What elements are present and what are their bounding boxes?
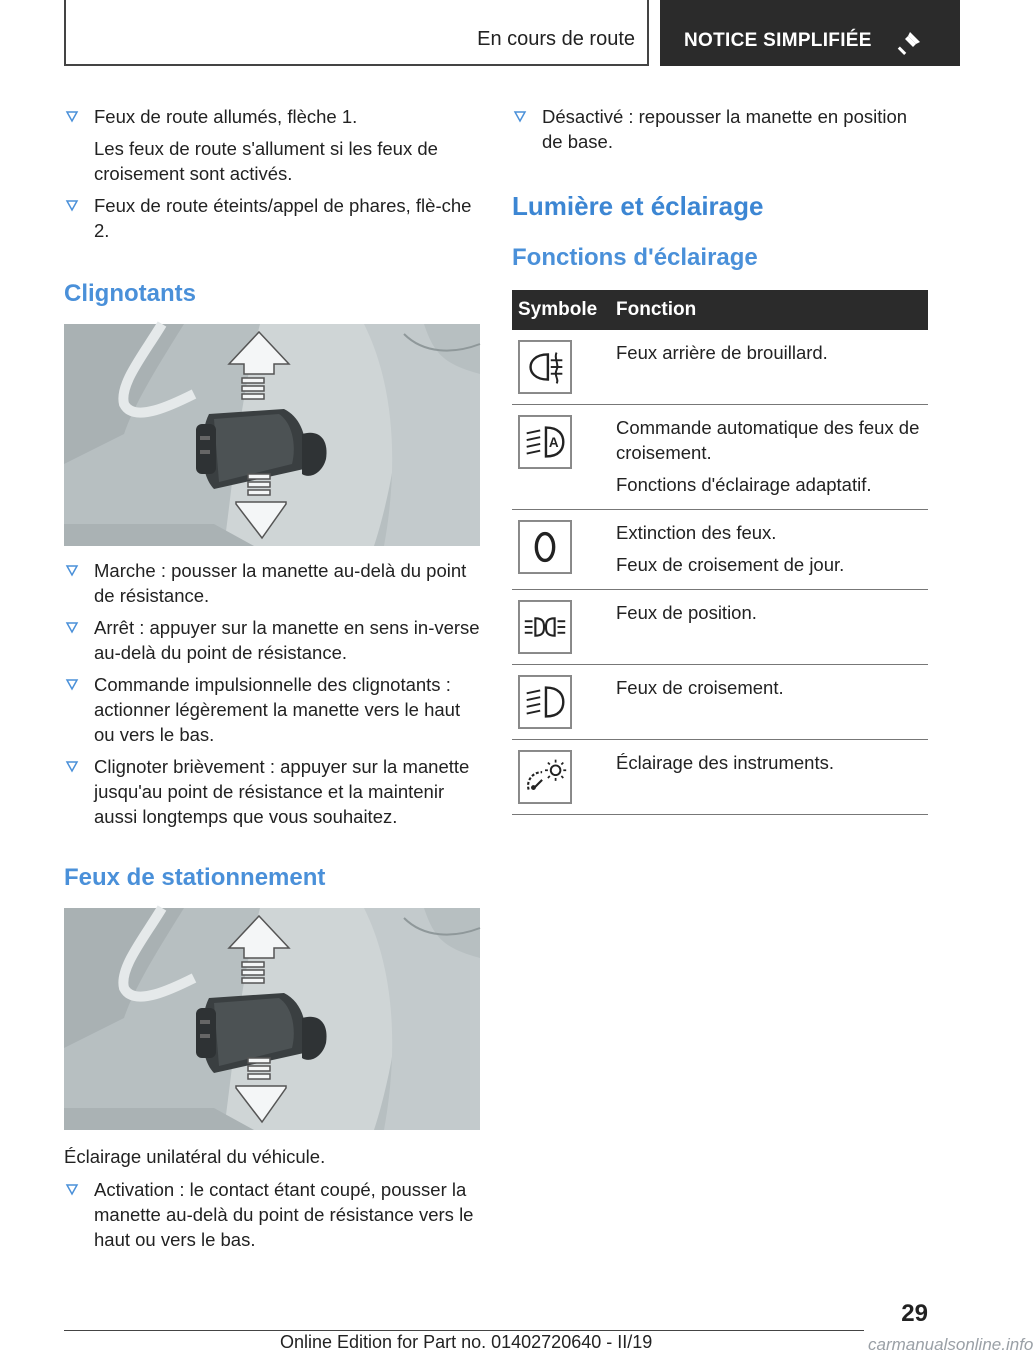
edition-text: Online Edition for Part no. 01402720640 - II/19 xyxy=(280,1332,653,1352)
heading-clignotants: Clignotants xyxy=(64,280,196,307)
symbol-cell xyxy=(512,740,610,815)
header-divider xyxy=(647,0,649,66)
function-cell xyxy=(610,740,928,815)
list-item xyxy=(64,672,484,747)
guide-title: NOTICE SIMPLIFIÉE xyxy=(684,30,872,51)
table-row xyxy=(512,330,928,405)
table-header-row xyxy=(512,290,928,330)
triangle-bullet-icon xyxy=(514,111,526,122)
parking-light-icon xyxy=(518,600,572,654)
pin-icon xyxy=(896,28,924,56)
list-item-text: Feux de route allumés, flèche 1. xyxy=(94,106,358,127)
list-item-text: Feux de route éteints/appel de phares, flè-che 2. xyxy=(94,195,472,241)
list-item-text: Clignoter brièvement : appuyer sur la manette jusqu'au point de résistance et la maintenir aussi longtemps que vous souhaitez. xyxy=(94,756,470,827)
list-item xyxy=(512,104,928,154)
site-logo: carmanualsonline.info xyxy=(868,1335,1033,1354)
table-row xyxy=(512,510,928,590)
list-item xyxy=(64,1177,484,1252)
triangle-bullet-icon xyxy=(66,622,78,633)
list-item xyxy=(64,193,484,243)
function-text: Éclairage des instruments. xyxy=(616,752,834,773)
symbol-cell xyxy=(512,665,610,740)
list-item-text: Désactivé : repousser la manette en position de base. xyxy=(542,106,908,152)
footer-divider xyxy=(64,1330,864,1331)
function-cell xyxy=(610,405,928,510)
parking-light-lever-illustration xyxy=(64,908,480,1130)
function-cell xyxy=(610,590,928,665)
col-function-header: Fonction xyxy=(610,290,928,330)
page-number: 29 xyxy=(901,1300,928,1327)
symbol-cell xyxy=(512,590,610,665)
function-cell xyxy=(610,510,928,590)
function-text: Feux de croisement de jour. xyxy=(616,554,845,575)
stationnement-intro: Éclairage unilatéral du véhicule. xyxy=(64,1146,326,1167)
instrument-lighting-icon xyxy=(518,750,572,804)
guide-tab[interactable] xyxy=(660,0,960,66)
header-left-border xyxy=(64,0,66,66)
automatic-headlight-icon xyxy=(518,415,572,469)
lights-off-icon xyxy=(518,520,572,574)
triangle-bullet-icon xyxy=(66,565,78,576)
function-text: Feux arrière de brouillard. xyxy=(616,342,828,363)
list-item xyxy=(64,754,484,829)
header-bottom-border xyxy=(64,64,649,66)
heading-stationnement: Feux de stationnement xyxy=(64,864,326,891)
left-column xyxy=(64,104,484,1259)
list-item xyxy=(64,104,484,129)
low-beam-icon xyxy=(518,675,572,729)
list-item-text: Arrêt : appuyer sur la manette en sens in-verse au-delà du point de résistance. xyxy=(94,617,480,663)
section-title: En cours de route xyxy=(477,28,635,50)
list-item-text: Activation : le contact étant coupé, pousser la manette au-delà du point de résistance vers le haut ou vers le bas. xyxy=(94,1179,474,1250)
triangle-bullet-icon xyxy=(66,1184,78,1195)
rear-fog-light-icon xyxy=(518,340,572,394)
list-item xyxy=(64,558,484,608)
function-text: Fonctions d'éclairage adaptatif. xyxy=(616,474,872,495)
triangle-bullet-icon xyxy=(66,111,78,122)
symbol-cell xyxy=(512,510,610,590)
list-item-text: Marche : pousser la manette au-delà du point de résistance. xyxy=(94,560,467,606)
right-column xyxy=(512,104,928,815)
svg-text:A: A xyxy=(548,434,559,450)
symbol-cell xyxy=(512,330,610,405)
function-text: Commande automatique des feux de croisement. xyxy=(616,417,920,463)
table-row xyxy=(512,740,928,815)
heading-lumiere: Lumière et éclairage xyxy=(512,191,764,221)
lighting-functions-table xyxy=(512,290,928,815)
list-item-text: Commande impulsionnelle des clignotants : actionner légèrement la manette vers le haut ou vers le bas. xyxy=(94,674,461,745)
triangle-bullet-icon xyxy=(66,679,78,690)
function-text: Feux de position. xyxy=(616,602,757,623)
table-row xyxy=(512,665,928,740)
function-text: Extinction des feux. xyxy=(616,522,777,543)
triangle-bullet-icon xyxy=(66,761,78,772)
function-cell xyxy=(610,330,928,405)
triangle-bullet-icon xyxy=(66,200,78,211)
heading-fonctions: Fonctions d'éclairage xyxy=(512,244,758,271)
function-cell xyxy=(610,665,928,740)
bullet-note: Les feux de route s'allument si les feux de croisement sont activés. xyxy=(94,138,438,184)
turn-signal-lever-illustration xyxy=(64,324,480,546)
table-row xyxy=(512,590,928,665)
list-item xyxy=(64,615,484,665)
function-text: Feux de croisement. xyxy=(616,677,784,698)
table-row xyxy=(512,405,928,510)
col-symbol-header: Symbole xyxy=(512,290,610,330)
symbol-cell xyxy=(512,405,610,510)
